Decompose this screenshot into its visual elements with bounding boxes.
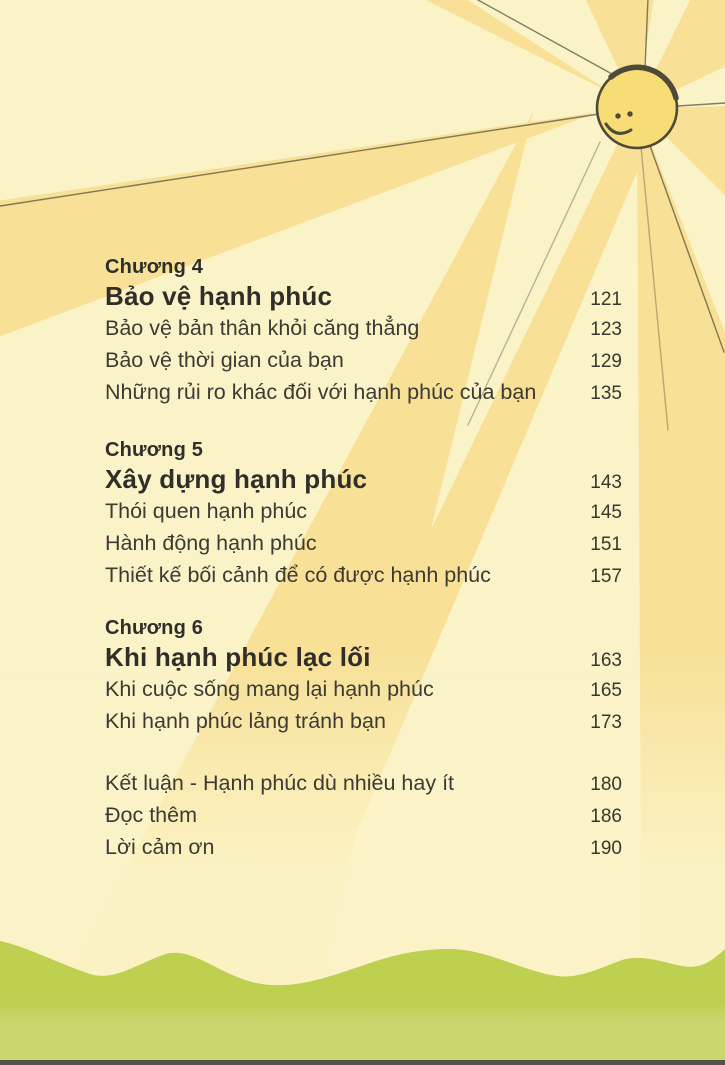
toc-section [105,255,622,407]
hill-band [0,1004,725,1065]
page-number: 123 [590,319,622,340]
toc-item-row [105,379,622,407]
chapter-title-row [105,464,622,494]
page-number: 173 [590,712,622,733]
sun-eye-right [627,111,632,116]
chapter-label: Chương 6 [105,617,204,639]
page-number: 180 [590,774,622,795]
chapter-title: Bảo vệ hạnh phúc [105,281,333,311]
chapter-label: Chương 5 [105,439,204,461]
page-bottom-edge [0,1060,725,1065]
toc-item-label: Hành động hạnh phúc [105,531,317,555]
toc-item-row [105,676,622,704]
toc [105,255,622,862]
toc-item-row [105,770,622,798]
toc-item-label: Lời cảm ơn [105,835,215,859]
page-number: 190 [590,838,622,859]
toc-item-label: Khi cuộc sống mang lại hạnh phúc [105,677,434,701]
toc-item-label: Thiết kế bối cảnh để có được hạnh phúc [105,563,491,587]
chapter-title: Khi hạnh phúc lạc lối [105,642,371,672]
toc-item-row [105,530,622,558]
toc-section [105,438,622,590]
page-number: 143 [590,472,622,493]
toc-item-label: Những rủi ro khác đối với hạnh phúc của bạn [105,380,537,404]
toc-item-label: Thói quen hạnh phúc [105,499,308,523]
toc-section [105,616,622,736]
page-number: 163 [590,650,622,671]
toc-footer [105,770,622,862]
toc-item-label: Bảo vệ thời gian của bạn [105,348,344,372]
chapter-label: Chương 4 [105,256,204,278]
toc-item-label: Đọc thêm [105,803,198,827]
toc-item-label: Kết luận - Hạnh phúc dù nhiều hay ít [105,771,455,795]
page-number: 186 [590,806,622,827]
page-number: 129 [590,351,622,372]
toc-item-row [105,802,622,830]
toc-item-label: Bảo vệ bản thân khỏi căng thẳng [105,316,420,340]
page-number: 151 [590,534,622,555]
chapter-title-row [105,281,622,311]
chapter-title: Xây dựng hạnh phúc [105,464,368,494]
toc-item-label: Khi hạnh phúc lảng tránh bạn [105,709,386,733]
chapter-title-row [105,642,622,672]
page-number: 165 [590,680,622,701]
toc-item-row [105,708,622,736]
sun-eye-left [615,113,620,118]
page-number: 157 [590,566,622,587]
toc-item-row [105,315,622,343]
toc-item-row [105,562,622,590]
sun-icon [597,67,677,148]
toc-item-row [105,498,622,526]
toc-item-row [105,347,622,375]
page-number: 135 [590,383,622,404]
page-number: 121 [590,289,622,310]
toc-item-row [105,834,622,862]
page-number: 145 [590,502,622,523]
